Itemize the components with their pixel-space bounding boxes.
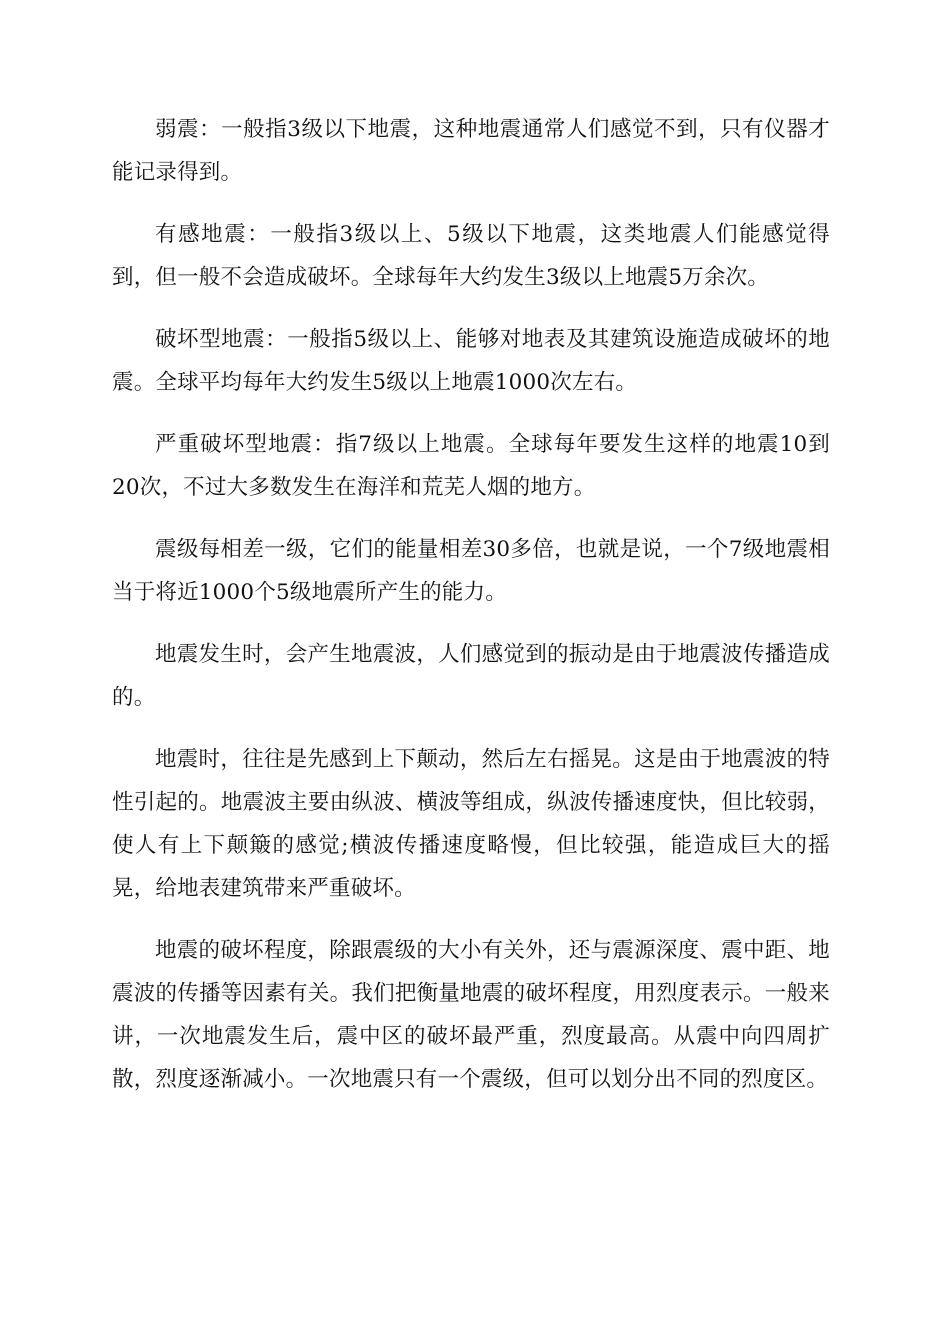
- paragraph-felt-earthquake: 有感地震：一般指3级以上、5级以下地震，这类地震人们能感觉得到，但一般不会造成破坏。全球每年大约发生3级以上地震5万余次。: [112, 222, 830, 290]
- paragraph-magnitude-energy: 震级每相差一级，它们的能量相差30多倍，也就是说，一个7级地震相当于将近1000个5级地震所产生的能力。: [112, 537, 830, 605]
- paragraph-destructive-earthquake: 破坏型地震：一般指5级以上、能够对地表及其建筑设施造成破坏的地震。全球平均每年大约发生5级以上地震1000次左右。: [112, 327, 830, 395]
- paragraph-severe-earthquake: 严重破坏型地震：指7级以上地震。全球每年要发生这样的地震10到20次，不过大多数发生在海洋和荒芜人烟的地方。: [112, 432, 830, 500]
- paragraph-wave-types: 地震时，往往是先感到上下颠动，然后左右摇晃。这是由于地震波的特性引起的。地震波主要由纵波、横波等组成，纵波传播速度快，但比较弱，使人有上下颠簸的感觉;横波传播速度略慢，但比较强，能造成巨大的摇晃，给地表建筑带来严重破坏。: [112, 747, 830, 901]
- paragraph-seismic-waves: 地震发生时，会产生地震波，人们感觉到的振动是由于地震波传播造成的。: [112, 642, 830, 710]
- paragraph-weak-earthquake: 弱震：一般指3级以下地震，这种地震通常人们感觉不到，只有仪器才能记录得到。: [112, 117, 830, 185]
- document-body: [112, 108, 830, 1120]
- paragraph-intensity: 地震的破坏程度，除跟震级的大小有关外，还与震源深度、震中距、地震波的传播等因素有关。我们把衡量地震的破坏程度，用烈度表示。一般来讲，一次地震发生后，震中区的破坏最严重，烈度最高。从震中向四周扩散，烈度逐渐减小。一次地震只有一个震级，但可以划分出不同的烈度区。: [112, 938, 830, 1092]
